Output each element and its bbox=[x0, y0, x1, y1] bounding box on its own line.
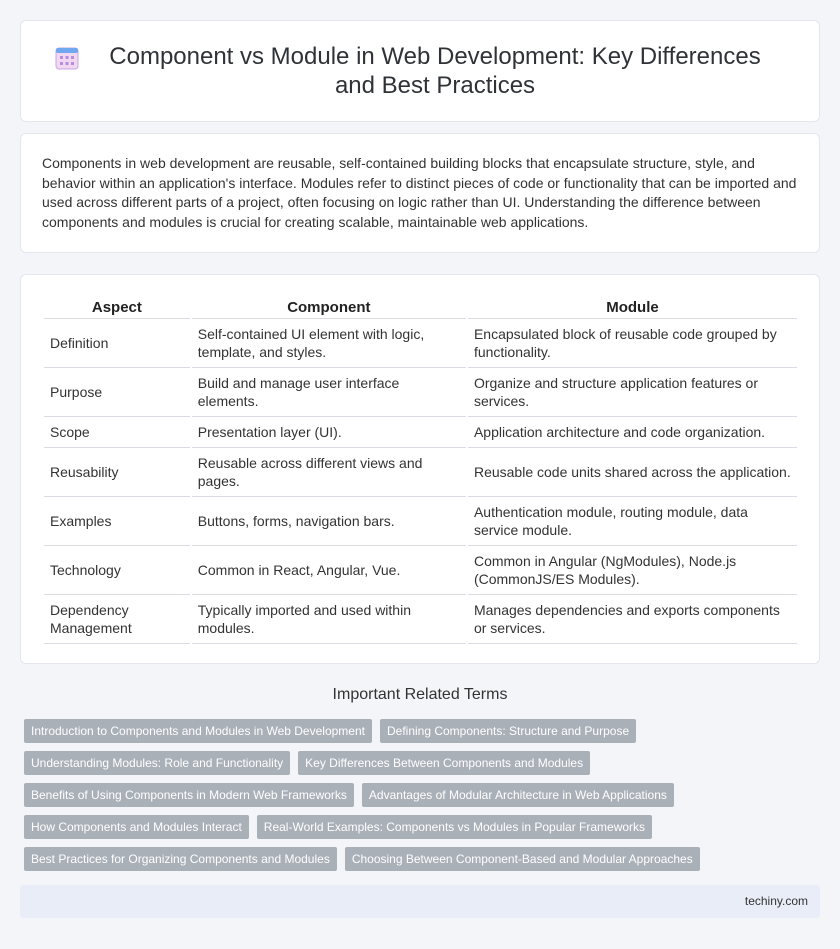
cell-aspect: Purpose bbox=[44, 368, 190, 417]
related-term-tag[interactable]: Real-World Examples: Components vs Modules in Popular Frameworks bbox=[257, 815, 652, 839]
page-title: Component vs Module in Web Development: Key Differences and Best Practices bbox=[109, 43, 761, 99]
tag-row bbox=[24, 719, 814, 743]
table-header-row bbox=[44, 297, 797, 319]
cell-component: Build and manage user interface elements. bbox=[192, 368, 466, 417]
intro-paragraph: Components in web development are reusable, self-contained building blocks that encapsulate structure, style, and behavior within an application's interface. Modules refer to distinct pieces of code or functionality that can be imported and used across different parts of a project, often focusing on logic rather than UI. Understanding the difference between components and modules is crucial for creating scalable, maintainable web applications. bbox=[42, 155, 797, 230]
header-aspect: Aspect bbox=[44, 297, 190, 319]
cell-aspect: Technology bbox=[44, 546, 190, 595]
related-term-tag[interactable]: Understanding Modules: Role and Functionality bbox=[24, 751, 290, 775]
footer-brand[interactable]: techiny.com bbox=[744, 894, 808, 908]
related-terms-list bbox=[24, 719, 814, 879]
cell-component: Self-contained UI element with logic, template, and styles. bbox=[192, 319, 466, 368]
cell-component: Typically imported and used within modules. bbox=[192, 595, 466, 644]
comparison-card bbox=[20, 274, 820, 664]
cell-component: Buttons, forms, navigation bars. bbox=[192, 497, 466, 546]
cell-module: Organize and structure application features or services. bbox=[468, 368, 797, 417]
tag-row bbox=[24, 783, 814, 807]
cell-module: Encapsulated block of reusable code grouped by functionality. bbox=[468, 319, 797, 368]
table-row bbox=[44, 448, 797, 497]
tag-row bbox=[24, 815, 814, 839]
related-term-tag[interactable]: Benefits of Using Components in Modern Web Frameworks bbox=[24, 783, 354, 807]
cell-component: Presentation layer (UI). bbox=[192, 417, 466, 448]
cell-aspect: Definition bbox=[44, 319, 190, 368]
cell-module: Manages dependencies and exports components or services. bbox=[468, 595, 797, 644]
table-row bbox=[44, 368, 797, 417]
cell-aspect: Scope bbox=[44, 417, 190, 448]
tag-row bbox=[24, 847, 814, 871]
related-term-tag[interactable]: Defining Components: Structure and Purpose bbox=[380, 719, 636, 743]
related-term-tag[interactable]: Key Differences Between Components and Modules bbox=[298, 751, 590, 775]
intro-card bbox=[20, 133, 820, 253]
cell-aspect: Dependency Management bbox=[44, 595, 190, 644]
header-component: Component bbox=[192, 297, 466, 319]
cell-module: Reusable code units shared across the application. bbox=[468, 448, 797, 497]
related-term-tag[interactable]: How Components and Modules Interact bbox=[24, 815, 249, 839]
table-row bbox=[44, 319, 797, 368]
cell-aspect: Reusability bbox=[44, 448, 190, 497]
header-module: Module bbox=[468, 297, 797, 319]
table-row bbox=[44, 595, 797, 644]
cell-component: Common in React, Angular, Vue. bbox=[192, 546, 466, 595]
cell-module: Authentication module, routing module, data service module. bbox=[468, 497, 797, 546]
footer bbox=[20, 885, 820, 918]
related-term-tag[interactable]: Introduction to Components and Modules in Web Development bbox=[24, 719, 372, 743]
cell-module: Common in Angular (NgModules), Node.js (CommonJS/ES Modules). bbox=[468, 546, 797, 595]
related-term-tag[interactable]: Choosing Between Component-Based and Modular Approaches bbox=[345, 847, 700, 871]
comparison-table bbox=[42, 297, 799, 644]
header-card bbox=[20, 20, 820, 122]
table-row bbox=[44, 417, 797, 448]
cell-aspect: Examples bbox=[44, 497, 190, 546]
related-term-tag[interactable]: Best Practices for Organizing Components and Modules bbox=[24, 847, 337, 871]
table-row bbox=[44, 546, 797, 595]
table-row bbox=[44, 497, 797, 546]
related-term-tag[interactable]: Advantages of Modular Architecture in Web Applications bbox=[362, 783, 674, 807]
tag-row bbox=[24, 751, 814, 775]
cell-module: Application architecture and code organization. bbox=[468, 417, 797, 448]
related-terms-title: Important Related Terms bbox=[332, 686, 508, 703]
cell-component: Reusable across different views and pages. bbox=[192, 448, 466, 497]
